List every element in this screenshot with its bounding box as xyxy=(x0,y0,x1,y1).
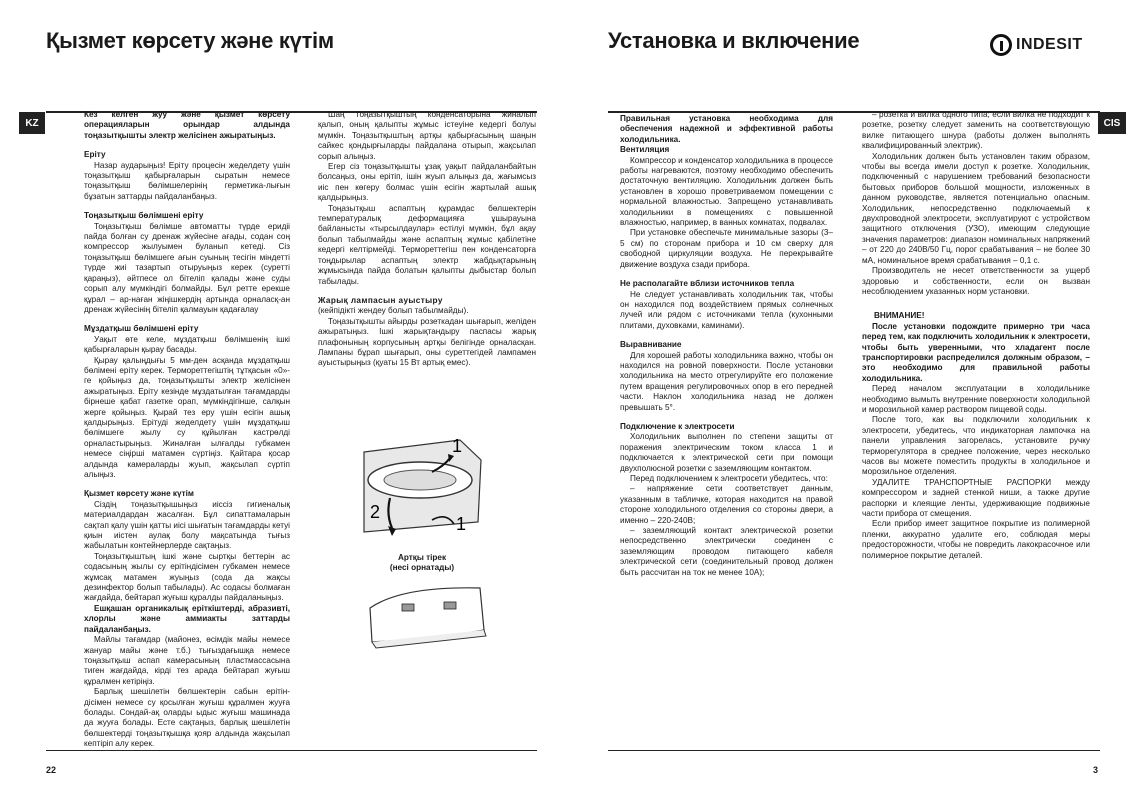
kz-paragraph: Барлық шешілетін бөлшектерін сабын ерітіндісімен немесе су қосылған жуғыш құралмен жууға болады. Сондай-ақ оларды ыдыс жуғыш машинада да жууға болады. Есте сақтаңыз, барлық шешілетін бөлшектерді тоңазытқышқа қояр алдында жақсылап кептіріп алу керек. xyxy=(84,687,290,749)
kz-intro: Кез келген жуу және қызмет көрсету операцияларын орындар алдында тоңазытқышты электр желісінен ажыратыңыз. xyxy=(84,110,290,140)
language-tab-cis: CIS xyxy=(1098,112,1126,134)
ru-paragraph: – напряжение сети соответствует данным, указанным в табличке, которая находится на правой стороне холодильного отделения со стороны двери, а именно – 220-240В; xyxy=(620,484,833,525)
kz-paragraph: Тоңазытқыштың ішкі және сыртқы беттерін ас содасының жылы су ерітіндісімен губкамен немесе жұмсақ матамен жуыңыз (сода да жақсы дезинфектор болып табылады). Ас содасы болмаған жағдайда, бейтарап жуғыш құралды пайдаланыңыз. xyxy=(84,551,290,603)
ru-paragraph: При установке обеспечьте минимальные зазоры (3–5 см) по сторонам прибора и 10 см сверху для свободной циркуляции воздуха. Не перекрывайте движение воздуха сзади прибора. xyxy=(620,228,833,269)
back-support-figure xyxy=(362,582,490,652)
kz-paragraph: Сіздің тоңазытқышыңыз иіссіз гигиеналық материалдардан жасалған. Бұл сипаттамаларын сақтап қалу үшін қатты иісі шығатын тағамдарды кетуі қиын иістен аулақ болу мақсатында тығыз жабылатын контейнерлерде сақтаңыз. xyxy=(84,499,290,551)
lamp-bulb xyxy=(384,470,456,490)
kz-paragraph: Шаң тоңазытқыштың конденсаторына жиналып қалып, оның қалыпты жұмыс істеуіне кедергі болуы мүмкін. Тоңазытқыштың артқы қабырғасының шаңын сайкес қондырғыларды пайдалана отырып, жақсылап сорып алыңыз. xyxy=(318,110,536,161)
ru-paragraph: Компрессор и конденсатор холодильника в процессе работы нагреваются, поэтому необходимо обеспечить достаточную вентиляцию. Холодильник должен быть установлен в хорошо проветриваемом помещении с нормальной влажностью. Запрещено устанавливать холодильники в помещениях с повышенной влажностью, например, в ванных комнатах, подвалах. xyxy=(620,155,833,228)
kz-paragraph: Майлы тағамдар (майонез, өсімдік майы немесе жануар майы және т.б.) тығыздағышқа немесе тоңазытқыш аспап камерасының пластмассасына тиген жағдайда, кірді тез арада бейтарап жуғыш құралмен кетіріңіз. xyxy=(84,635,290,686)
ru-paragraph: Для хорошей работы холодильника важно, чтобы он находился на ровной поверхности. После установки холодильника на место отрегулируйте его положение путем вращения регулировочных опор в его передней части. Наклон холодильника назад не должен превышать 5°. xyxy=(620,350,833,412)
kz-warning: Ешқашан органикалық еріткіштерді, абразивті, хлорлы және аммиакты заттарды пайдаланбаңыз. xyxy=(84,603,290,634)
ru-paragraph: Холодильник должен быть установлен таким образом, чтобы вы всегда имели доступ к розетке. Холодильник, подключенный с нарушением требований безопасности бытовых приборов большой мощности, изложенных в данном руководстве, является потенциально опасным. Холодильник, непосредственно подключаемый к двухпроводной электросети, эксплуатируют с устройством защитного отключения (УЗО), имеющим следующие значения параметров: диапазон номинальных напряжений – от 220 до 240В/50 Гц, порог срабатывания – не более 30 мА, номинальное время срабатывания – 0,1 с. xyxy=(862,151,1090,265)
ru-paragraph: Производитель не несет ответственности за ущерб здоровью и собственности, если он вызван несоблюдением указанных норм установки. xyxy=(862,266,1090,296)
ru-paragraph: После того, как вы подключили холодильник к электросети, убедитесь, что индикаторная лампочка на панели управления загорелась, установите ручку терморегулятора в среднее положение, через несколько часов вы можете поместить продукты в холодильное и морозильное отделения. xyxy=(862,415,1090,477)
ru-column-1 xyxy=(620,110,833,578)
figure-label: 1 xyxy=(452,436,463,456)
ru-paragraph: Холодильник выполнен по степени защиты от поражения электрическим током класса 1 и подключается к электрической сети при помощи двухполюсной розетки с заземляющим контактом. xyxy=(620,432,833,473)
ru-paragraph: Перед подключением к электросети убедитесь, что: xyxy=(630,474,828,483)
kz-heading-lamp: Жарық лампасын ауыстыру xyxy=(318,295,443,305)
caption-title: Артқы тірек xyxy=(397,553,447,562)
brand-logo xyxy=(990,34,1083,56)
ru-warning: После установки подождите примерно три часа перед тем, как подключить холодильник к электросети, чтобы быть уверенными, что хладагент после транспортировки распределился должным образом, – это необходимо для правильной работы холодильника. xyxy=(862,321,1090,383)
kz-heading-fridge-defrost: Тоңазытқыш бөлімшені еріту xyxy=(84,211,204,221)
page-title-right: Установка и включение xyxy=(608,28,860,53)
ru-heading-attention: ВНИМАНИЕ! xyxy=(874,311,925,321)
ru-paragraph: Не следует устанавливать холодильник так, чтобы он находился под воздействием прямых солнечных лучей или рядом с источниками тепла (кухонными плитами, духовками, каминами). xyxy=(620,289,833,330)
indesit-logo-icon xyxy=(990,34,1012,56)
language-tab-kz: KZ xyxy=(19,112,45,134)
page-number-right: 3 xyxy=(1093,765,1099,775)
spacer-icon xyxy=(444,602,456,609)
figure-caption xyxy=(372,553,472,573)
ru-paragraph: Перед началом эксплуатации в холодильнике необходимо вымыть внутренние поверхности холодильной и морозильной камер раствором пищевой соды. xyxy=(862,384,1090,414)
kz-lamp-note: (кейпідікті жендеу болып табылмайды). xyxy=(318,306,469,316)
ru-heading-electric: Подключение к электросети xyxy=(620,421,735,431)
lamp-replacement-figure xyxy=(360,432,485,542)
kz-paragraph: Назар аударыңыз! Еріту процесін жеделдету үшін тоңазытқыш қабырғаларын сыратын немесе тоңазытқыш бөлімшелерінің герметика-лығын бұзатын заттарды пайдаланбаңыз. xyxy=(84,160,290,201)
ru-paragraph: УДАЛИТЕ ТРАНСПОРТНЫЕ РАСПОРКИ между компрессором и задней стенкой ниши, а также другие распорки и клеящие ленты, удерживающие подвижные части прибора от смещения. xyxy=(862,477,1090,519)
brand-name: INDESIT xyxy=(1016,36,1083,53)
spacer-icon xyxy=(402,604,414,611)
ru-paragraph: – розетка и вилка одного типа; если вилка не подходит к розетке, розетку следует заменить на соответствующую вилке питающего шнура (работы должен выполнять квалифицированный электрик). xyxy=(862,110,1090,151)
kz-paragraph: Тоңазытқыш бөлімше автоматты түрде еридіі пайда болған су дренаж жүйесіне ағады, содан соң компрессор жылуымен буланып кетеді. Сіз тоңазытқыш бөлімшеге ағын суының тесігін міндетті түрде жиі тазартып отыруыңыз керек (суретті қараңыз), әйтпесе ол бітеліп қалады және суды сорып алу мүмкіндігі болмайды. Бұл ретте ерекше құрал – ар-наған жіңішкердің артында орналасқ-ан дренаж жүйесінің бітеліп қалмауын қадағалау xyxy=(84,221,290,314)
figure-label: 1 xyxy=(456,514,467,534)
ru-column-2 xyxy=(862,110,1090,561)
ru-heading-installation: Правильная установка необходима для обеспечения надежной и эффективной работы холодильника. xyxy=(620,114,833,144)
kz-paragraph: Егер сіз тоңазытқышты ұзақ уақыт пайдаланбайтын болсаңыз, оны ерітіп, ішін жуып алыңыз да, жағымсыз иіс пен көгеру болмас үшін есігін жартылай ашық қалдырыңыз. xyxy=(318,162,536,203)
divider-bottom-right xyxy=(608,750,1100,751)
kz-column-2 xyxy=(318,110,536,369)
kz-column-1 xyxy=(84,110,290,750)
kz-paragraph: Қырау қалыңдығы 5 мм-ден асқанда мұздатқыш бөлімені еріту керек. Термореттегіштің тұтқасын «0»-ге қойыңыз да, тоңазытқышты электр желісінен ажыратыңыз. Еріту кезінде мұздатылған тағамдарды бірнеше қабат газетке орап, мүмкіндігінше, салқын жерге қойыңыз. Қырай тез еру үшін есігін ашық қалдырыңыз. Ерітуді жеделдету үшін мұздатқыш бөлімшеге жылу су құйылған кастрөлді орналастырыңыз. Жиналған ылғалды губкамен немесе сіңірші матамен сүртіңіз. Қайтара қосар алдында камераларды жуып, жақсылап сүртіп алыңыз. xyxy=(84,355,290,479)
ru-heading-leveling: Выравнивание xyxy=(620,340,682,350)
kz-heading-defrost: Еріту xyxy=(84,150,106,160)
divider-bottom-left xyxy=(46,750,537,751)
kz-paragraph: Тоңазытқышты айырды розеткадан шығарып, желіден ажыратыңыз. Ішкі жарықтандыру паспасы жарық плафонының корпусының артқы белігінде орналасқан. Лампаны бұрап шығарып, оны суреттегідей лампамен ауыстырыңыз (қуаты 15 Вт артық емес). xyxy=(318,316,536,368)
ru-paragraph: – заземляющий контакт электрической розетки непосредственно электрически соединен с заземляющим проводом питающего кабеля электрической сети (соединительный провод должен быть рассчитан на ток не менее 10А); xyxy=(620,526,833,577)
figure-label: 2 xyxy=(370,502,381,522)
ru-heading-heat: Не располагайте вблизи источников тепла xyxy=(620,279,795,289)
kz-paragraph: Тоңазытқыш аспаптың құрамдас бөлшектерін температуралық деформацияға ұшырауына байланысты «тырсылдаулар» естілуі мүмкін, бұл ақау болып табылмайды және аспаптың жұмыс қабілетіне кедергі келтірмейді. Термореттегіш пен конденсаторға тоңдырылар аспаптың электр жабдықтарының жұмысында пайда болатын қалыпты дыбыстар болып табылады. xyxy=(318,203,536,286)
kz-heading-freezer-defrost: Мұздатқыш бөлімшені еріту xyxy=(84,324,199,334)
ru-heading-ventilation: Вентиляция xyxy=(620,145,670,155)
caption-subtitle: (несі орнатады) xyxy=(389,563,455,572)
page-number-left: 22 xyxy=(46,765,57,775)
ru-paragraph: Если прибор имеет защитное покрытие из полимерной пленки, аккуратно удалите его, соблюдая меры предосторожности, чтобы не повредить лакокрасочное или полимерное покрытие деталей. xyxy=(862,519,1090,560)
page-title-left: Қызмет көрсету және күтім xyxy=(46,28,334,53)
kz-heading-care: Қызмет көрсету және күтім xyxy=(84,489,194,499)
kz-paragraph: Уақыт өте келе, мұздатқыш бөлімшенің ішкі қабырғаларын қырау басады. xyxy=(84,334,290,355)
